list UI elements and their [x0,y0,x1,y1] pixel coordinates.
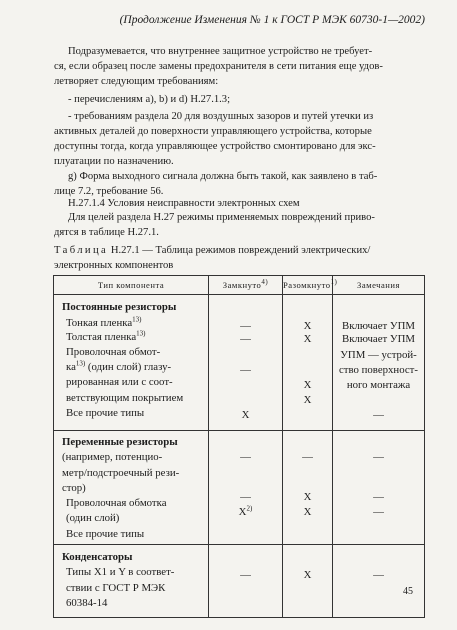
group-title: Конденсаторы [62,551,133,564]
text-line: летворяет следующим требованиям: [54,76,219,87]
closed-cell: — [209,545,283,618]
caption-title-line2: электронных компонентов [54,260,174,271]
text-line: ся, если образец после замены предохранителя в сети питания еще удов- [54,61,383,72]
group-title: Переменные резисторы [62,436,178,448]
type-cell: Постоянные резисторы Тонкая пленка$^{13)}$ Толстая пленка$^{13)}$ Проволочная обмот- $ка^{13)}$ (один слой) глазу- рированная или с соот- ветствующим покрытием Все прочие типы [54,295,209,431]
group-title: Постоянные резисторы [62,301,177,313]
text-line: - перечислениям а), b) и d) Н.27.1.3; [68,94,231,105]
text-line: лице 7.2, требование 56. [54,186,164,197]
notes-cell: Включает УПМ Включает УПМ УПМ — устрой- ство поверхност- ного монтажа — [333,295,425,431]
column-header-notes: Замечания [333,276,425,295]
text-line: g) Форма выходного сигнала должна быть такой, как заявлено в таб- [68,171,378,182]
caption-label: Таблица [54,245,109,256]
text-line: - требованиям раздела 20 для воздушных зазоров и путей утечки из [68,111,374,122]
text-line: активных деталей до поверхности управляющего устройства, которые [54,126,372,137]
text-line: плуатации по назначению. [54,156,174,167]
closed-cell: — — $X^{2)}$ [209,431,283,545]
table-header-row [54,276,425,295]
paragraph-6 [54,210,412,240]
table-group-row [54,545,425,618]
open-cell: X [283,545,333,618]
type-cell: Переменные резисторы (например, потенцио- метр/подстроечный рези- стор) Проволочная обмотка (один слой) Все прочие типы [54,431,209,545]
table-caption [54,243,424,273]
paragraph-3 [54,109,412,169]
text-line: доступны тогда, когда управляющее устройство смонтировано для экс- [54,141,376,152]
column-header-closed: Замкнуто$^{4)}$ [209,276,283,295]
text-line: Н.27.1.4 Условия неисправности электронных схем [68,198,300,209]
table-group-row [54,431,425,545]
closed-cell: — — — X [209,295,283,431]
column-header-open: Разомкнуто$^{1)}$ [283,276,333,295]
open-cell: — X X [283,431,333,545]
paragraph-2 [54,92,412,107]
paragraph-1 [54,44,412,89]
notes-cell: — — — [333,431,425,545]
page-number: 45 [403,586,413,597]
paragraph-4 [54,169,412,199]
column-header-type: Тип компонента [54,276,209,295]
running-header: (Продолжение Изменения № 1 к ГОСТ Р МЭК 60730-1—2002) [119,14,425,26]
fault-modes-table [53,275,425,618]
text-line: дятся в таблице Н.27.1. [54,227,159,238]
text-line: Для целей раздела Н.27 режимы применяемых повреждений приво- [68,212,375,223]
text-line: Подразумевается, что внутреннее защитное устройство не требует- [68,46,373,57]
caption-title: Н.27.1 — Таблица режимов повреждений электрических/ [108,245,371,256]
table-group-row [54,295,425,431]
paragraph-5 [54,196,412,211]
type-cell: Конденсаторы Типы X1 и Y в соответ- ствии с ГОСТ Р МЭК 60384-14 [54,545,209,618]
notes-cell: — [333,545,425,618]
open-cell: X X X X [283,295,333,431]
